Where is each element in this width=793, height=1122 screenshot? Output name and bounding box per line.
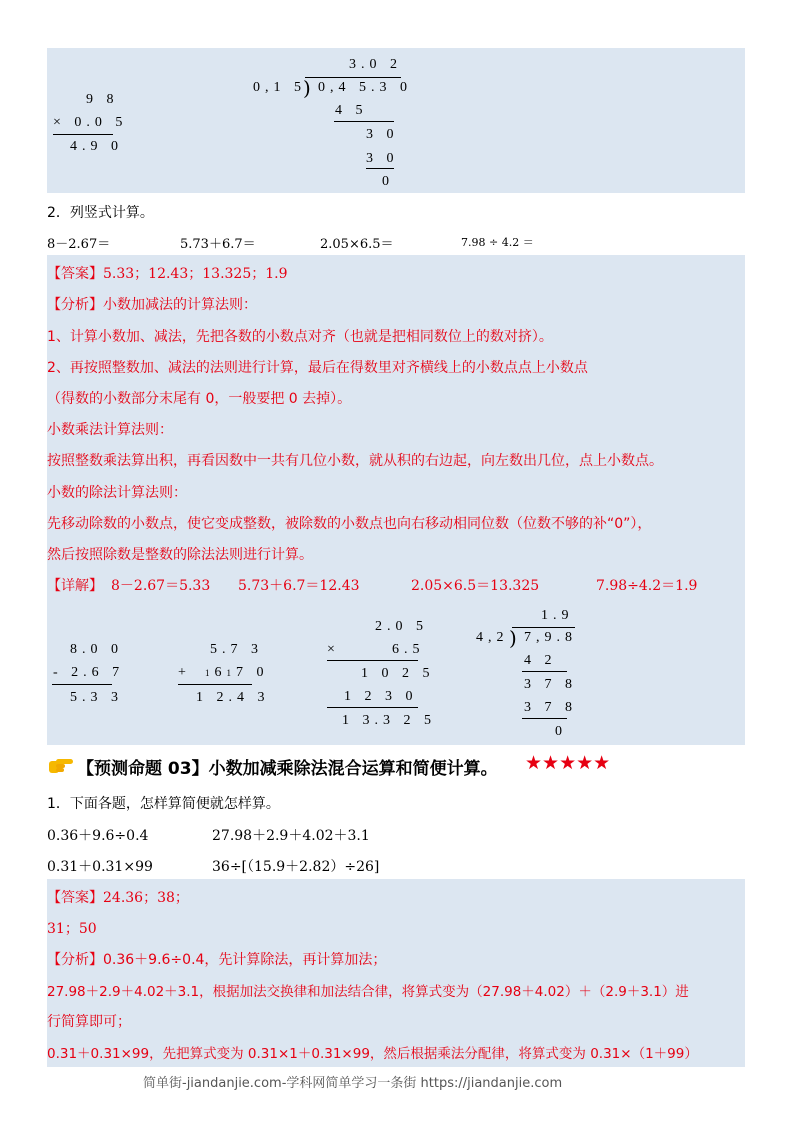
rule-line-2: 2、再按照整数加、减法的法则进行计算，最后在得数里对齐横线上的小数点点上小数点 — [47, 360, 588, 376]
div-divisor-post: 1 5 — [273, 80, 306, 95]
detail-tag: 【详解】 — [47, 578, 103, 594]
vmul-a: 2.0 5 — [375, 619, 428, 634]
q1-answer-text: 24.36；38； — [103, 890, 189, 906]
vdiv-divisor: 4,2 — [476, 630, 509, 645]
detail-item-4: 7.98÷4.2＝1.9 — [596, 578, 698, 594]
vdiv-divisor-b: 2 — [496, 630, 509, 645]
vdiv-top-line — [512, 627, 575, 628]
q2-problem-3: 2.05×6.5＝ — [320, 237, 394, 252]
q2-problem-4: 7.98 ÷ 4.2 ＝ — [461, 236, 534, 249]
vdiv-dividend-a: 7 — [524, 630, 536, 645]
vdiv-step1-line — [522, 671, 567, 672]
q1-answer-line-2: 31；50 — [47, 921, 97, 937]
vmul-partial-2: 1 2 3 0 — [344, 689, 418, 704]
rule-line-4: 小数乘法计算法则： — [47, 422, 173, 438]
rule-line-7: 先移动除数的小数点，使它变成整数，被除数的小数点也向右移动相同位数（位数不够的补“0”）， — [47, 516, 652, 532]
div-step1: 4 5 — [335, 103, 368, 118]
vadd-result: 1 2.4 3 — [196, 690, 270, 705]
rule-line-6: 小数的除法计算法则： — [47, 485, 187, 501]
page-footer: 简单街-jiandanjie.com-学科网简单学习一条街 https://jiandanjie.com — [143, 1076, 563, 1091]
q1-answer — [47, 887, 189, 907]
vadd-carry-2: 1 — [226, 668, 236, 678]
q2-analysis — [47, 294, 257, 314]
vadd-digits-2: 7 0 — [236, 665, 269, 680]
vadd-b — [205, 665, 269, 681]
vdiv-step3-line — [522, 718, 567, 719]
analysis-text: 小数加减法的计算法则： — [103, 297, 257, 313]
detail-item-1: 8－2.67＝5.33 — [111, 578, 211, 594]
q1-problem-4: 36÷[（15.9＋2.82）÷26] — [212, 859, 380, 875]
div-step1-line — [334, 121, 394, 122]
q2-answer — [47, 263, 288, 283]
mult-factor-a: 9 8 — [86, 92, 119, 107]
vsub-a: 8.0 0 — [70, 642, 123, 657]
div-dividend-pre: 0 — [318, 80, 330, 95]
q1-analysis-tag: 【分析】 — [47, 952, 103, 968]
vdiv-divisor-a: 4 — [476, 630, 488, 645]
vmul-partial-1: 1 0 2 5 — [361, 666, 435, 681]
answer-tag: 【答案】 — [47, 266, 103, 282]
div-step2: 3 0 — [366, 127, 399, 142]
vsub-result: 5.3 3 — [70, 690, 123, 705]
vsub-line — [52, 684, 112, 685]
rule-line-1: 1、计算小数加、减法，先把各数的小数点对齐（也就是把相同数位上的数对挤）。 — [47, 329, 553, 345]
vdiv-quotient: 1.9 — [541, 608, 574, 623]
div-divisor: 0,1 5 — [253, 80, 306, 95]
div-divisor-pre: 0 — [253, 80, 265, 95]
vdiv-bracket: ) — [509, 626, 517, 650]
pointing-hand-icon — [47, 753, 75, 777]
vdiv-step1: 4 2 — [524, 653, 557, 668]
vdiv-step3: 3 7 8 — [524, 700, 577, 715]
analysis-tag: 【分析】 — [47, 297, 103, 313]
div-step3-line — [366, 168, 394, 169]
vdiv-dividend: 7,9.8 — [524, 630, 577, 645]
div-top-line — [305, 77, 401, 78]
q2-problem-1: 8－2.67＝ — [47, 237, 111, 252]
q1-answer-tag: 【答案】 — [47, 890, 103, 906]
detail-item-3: 2.05×6.5＝13.325 — [411, 578, 540, 594]
div-bracket: ) — [303, 76, 311, 100]
div-remainder: 0 — [382, 174, 394, 189]
vadd-op: + — [178, 665, 191, 680]
mult-line — [53, 134, 113, 135]
rule-line-5: 按照整数乘法算出积，再看因数中一共有几位小数，就从积的右边起，向左数出几位，点上小数点。 — [47, 453, 663, 469]
rule-line-8: 然后按照除数是整数的除法法则进行计算。 — [47, 547, 313, 563]
mult-result: 4.9 0 — [70, 139, 123, 154]
div-quotient: 3.0 2 — [349, 57, 402, 72]
vsub-b: - 2.6 7 — [53, 665, 125, 680]
q1-problem-1: 0.36＋9.6÷0.4 — [47, 828, 149, 844]
q1-problem-2: 27.98＋2.9＋4.02＋3.1 — [212, 828, 370, 844]
q2-title: 2．列竖式计算。 — [47, 205, 154, 221]
vmul-op: × — [327, 642, 340, 657]
q1-analysis — [47, 949, 386, 969]
div-dividend-post: 4 5.3 0 — [338, 80, 412, 95]
answer-text: 5.33；12.43；13.325；1.9 — [103, 266, 288, 282]
answer-panel-q1 — [47, 879, 745, 1067]
vmul-b: 6.5 — [392, 642, 425, 657]
section-title: 【预测命题 03】小数加减乘除法混合运算和简便计算。 — [77, 759, 498, 779]
rule-line-3: （得数的小数部分末尾有 0，一般要把 0 去掉）。 — [47, 391, 352, 407]
q1-analysis-line-3: 0.31＋0.31×99，先把算式变为 0.31×1＋0.31×99，然后根据乘法分配律，将算式变为 0.31×（1＋99） — [47, 1046, 698, 1062]
vdiv-dividend-b: 9.8 — [544, 630, 577, 645]
q2-problem-2: 5.73＋6.7＝ — [180, 237, 256, 252]
mult-factor-b: × 0.0 5 — [53, 115, 128, 130]
vadd-digit-1: 6 — [214, 665, 227, 680]
q1-problem-3: 0.31＋0.31×99 — [47, 859, 153, 875]
vdiv-step2: 3 7 8 — [524, 677, 577, 692]
q1-analysis-line-2: 行简算即可； — [47, 1014, 131, 1030]
vadd-carry-1: 1 — [205, 668, 215, 678]
q1-title: 1．下面各题，怎样算简便就怎样算。 — [47, 796, 280, 812]
difficulty-stars: ★★★★★ — [525, 752, 611, 774]
vadd-line — [178, 684, 252, 685]
vdiv-remainder: 0 — [555, 724, 567, 739]
detail-item-2: 5.73＋6.7＝12.43 — [238, 578, 360, 594]
vmul-result: 1 3.3 2 5 — [342, 713, 436, 728]
div-step3: 3 0 — [366, 151, 399, 166]
div-dividend: 0,4 5.3 0 — [318, 80, 412, 95]
vadd-a: 5.7 3 — [210, 642, 263, 657]
vmul-line-2 — [327, 707, 418, 708]
q1-analysis-text: 0.36＋9.6÷0.4，先计算除法，再计算加法； — [103, 952, 387, 968]
vmul-line-1 — [327, 660, 418, 661]
q1-analysis-line-1: 27.98＋2.9＋4.02＋3.1，根据加法交换律和加法结合律，将算式变为（27.98＋4.02）＋（2.9＋3.1）进 — [47, 984, 689, 1000]
